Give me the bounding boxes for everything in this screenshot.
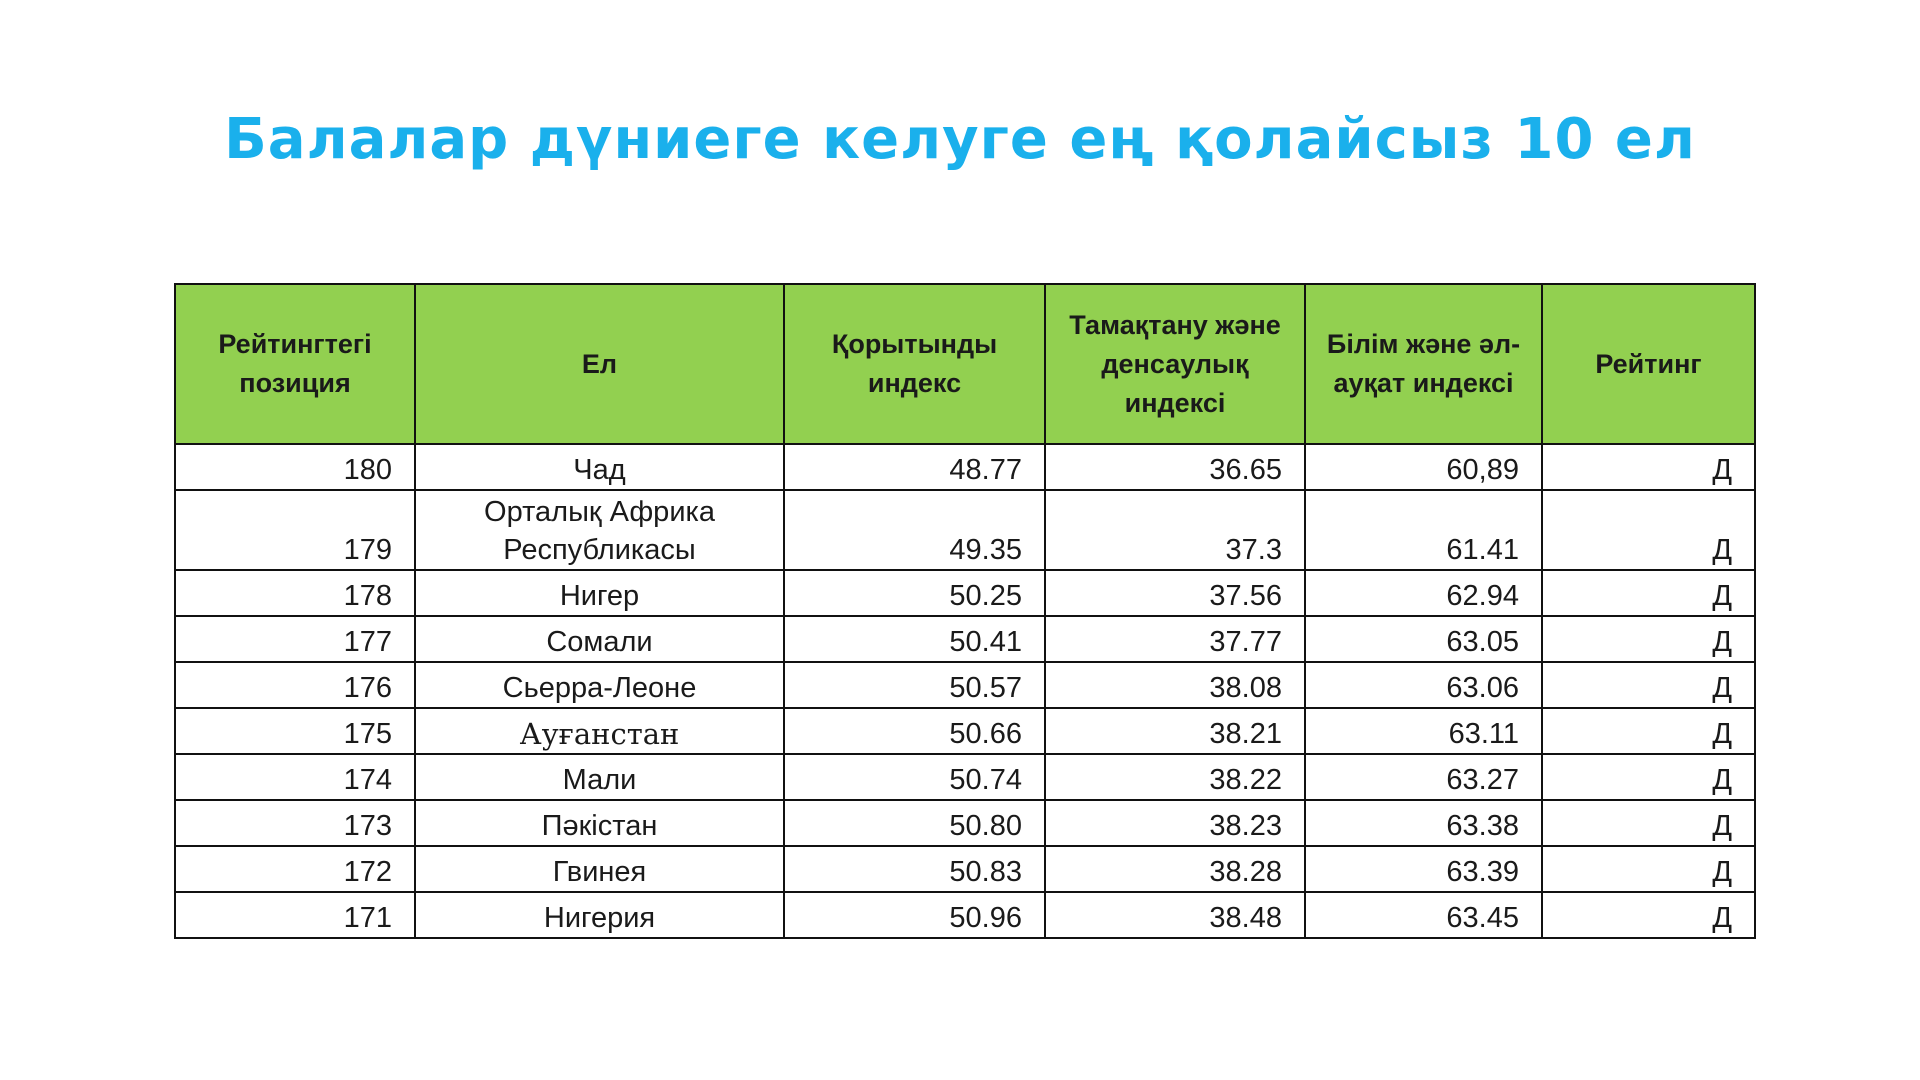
cell-nutrition-index: 38.08 (1045, 662, 1305, 708)
table-row (175, 754, 1755, 800)
cell-total-index: 50.57 (784, 662, 1045, 708)
header-education-welfare-index: Білім және әл-ауқат индексі (1305, 284, 1542, 444)
cell-country: Мали (415, 754, 784, 800)
cell-country: Орталық Африка Республикасы (415, 490, 784, 570)
cell-total-index: 50.74 (784, 754, 1045, 800)
cell-education-index: 63.05 (1305, 616, 1542, 662)
cell-country: Гвинея (415, 846, 784, 892)
cell-nutrition-index: 38.22 (1045, 754, 1305, 800)
cell-rating: Д (1542, 662, 1755, 708)
cell-nutrition-index: 37.77 (1045, 616, 1305, 662)
table-row (175, 846, 1755, 892)
cell-education-index: 60,89 (1305, 444, 1542, 490)
cell-position: 180 (175, 444, 415, 490)
cell-total-index: 50.96 (784, 892, 1045, 938)
cell-rating: Д (1542, 490, 1755, 570)
cell-country: Нигерия (415, 892, 784, 938)
cell-country: Сьерра-Леоне (415, 662, 784, 708)
cell-nutrition-index: 38.28 (1045, 846, 1305, 892)
cell-position: 171 (175, 892, 415, 938)
cell-education-index: 63.38 (1305, 800, 1542, 846)
cell-nutrition-index: 38.23 (1045, 800, 1305, 846)
cell-position: 178 (175, 570, 415, 616)
cell-nutrition-index: 37.56 (1045, 570, 1305, 616)
header-position: Рейтингтегі позиция (175, 284, 415, 444)
cell-total-index: 50.83 (784, 846, 1045, 892)
header-nutrition-health-index: Тамақтану және денсаулық индексі (1045, 284, 1305, 444)
cell-education-index: 63.45 (1305, 892, 1542, 938)
header-rating: Рейтинг (1542, 284, 1755, 444)
table-row (175, 892, 1755, 938)
cell-position: 174 (175, 754, 415, 800)
table-row (175, 570, 1755, 616)
cell-position: 176 (175, 662, 415, 708)
table-row (175, 616, 1755, 662)
cell-country: Сомали (415, 616, 784, 662)
cell-nutrition-index: 38.48 (1045, 892, 1305, 938)
ranking-table (174, 283, 1756, 939)
cell-education-index: 61.41 (1305, 490, 1542, 570)
page-title: Балалар дүниеге келуге ең қолайсыз 10 ел (224, 107, 1696, 172)
cell-rating: Д (1542, 570, 1755, 616)
header-total-index: Қорытынды индекс (784, 284, 1045, 444)
cell-nutrition-index: 37.3 (1045, 490, 1305, 570)
cell-total-index: 50.80 (784, 800, 1045, 846)
header-country: Ел (415, 284, 784, 444)
cell-country: Чад (415, 444, 784, 490)
cell-country: Ауғанстан (415, 708, 784, 754)
cell-country: Нигер (415, 570, 784, 616)
table-row (175, 662, 1755, 708)
cell-total-index: 49.35 (784, 490, 1045, 570)
cell-position: 175 (175, 708, 415, 754)
cell-total-index: 50.41 (784, 616, 1045, 662)
table-row (175, 708, 1755, 754)
cell-education-index: 63.39 (1305, 846, 1542, 892)
table-row (175, 490, 1755, 570)
cell-rating: Д (1542, 444, 1755, 490)
cell-position: 173 (175, 800, 415, 846)
cell-education-index: 62.94 (1305, 570, 1542, 616)
cell-rating: Д (1542, 754, 1755, 800)
cell-rating: Д (1542, 846, 1755, 892)
cell-nutrition-index: 36.65 (1045, 444, 1305, 490)
cell-total-index: 50.66 (784, 708, 1045, 754)
cell-education-index: 63.06 (1305, 662, 1542, 708)
cell-country: Пәкістан (415, 800, 784, 846)
cell-rating: Д (1542, 892, 1755, 938)
table-row (175, 444, 1755, 490)
table-row (175, 800, 1755, 846)
cell-position: 177 (175, 616, 415, 662)
cell-rating: Д (1542, 800, 1755, 846)
ranking-table-container (174, 283, 1756, 939)
cell-position: 179 (175, 490, 415, 570)
cell-education-index: 63.11 (1305, 708, 1542, 754)
table-header-row (175, 284, 1755, 444)
cell-total-index: 48.77 (784, 444, 1045, 490)
cell-total-index: 50.25 (784, 570, 1045, 616)
cell-rating: Д (1542, 708, 1755, 754)
cell-nutrition-index: 38.21 (1045, 708, 1305, 754)
cell-rating: Д (1542, 616, 1755, 662)
cell-education-index: 63.27 (1305, 754, 1542, 800)
cell-position: 172 (175, 846, 415, 892)
